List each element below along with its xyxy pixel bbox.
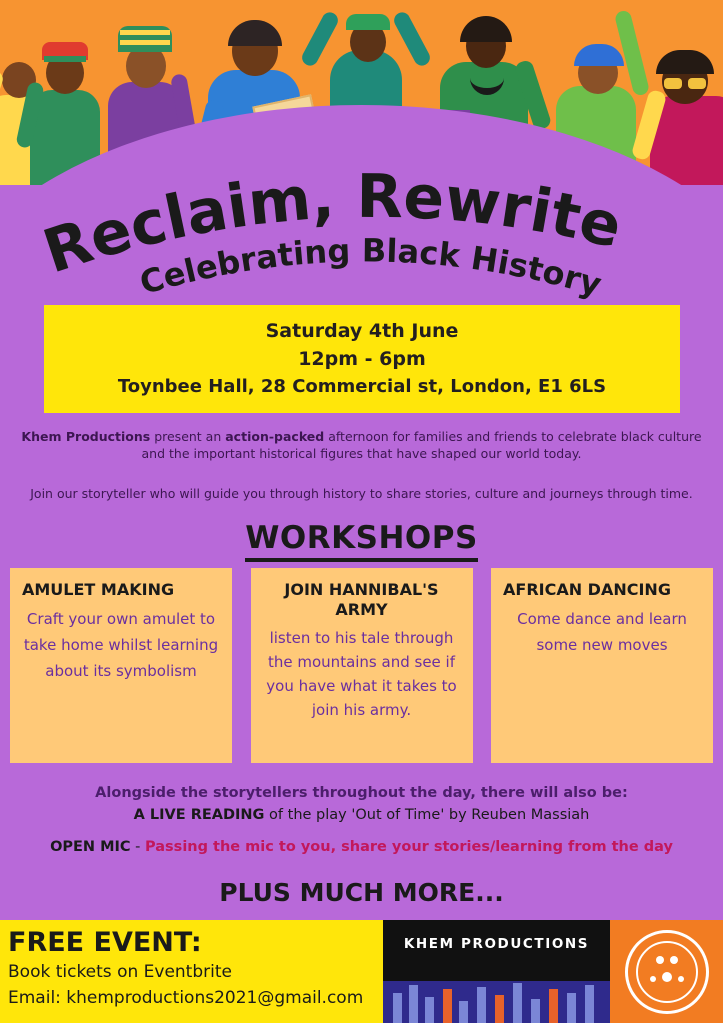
footer <box>0 920 723 1023</box>
workshop-cards <box>10 568 713 763</box>
workshops-heading-text: WORKSHOPS <box>245 520 478 562</box>
open-mic-desc: Passing the mic to you, share your stories/learning from the day <box>145 839 673 855</box>
alongside-line3 <box>10 836 713 858</box>
workshop-body: Craft your own amulet to take home whilst learning about its symbolism <box>23 610 219 680</box>
workshops-heading <box>0 520 723 556</box>
workshop-title: AFRICAN DANCING <box>503 580 671 599</box>
logo-area <box>610 920 723 1023</box>
book-tickets-text[interactable]: Book tickets on Eventbrite <box>8 962 232 982</box>
event-time: 12pm - 6pm <box>298 348 426 370</box>
storyteller-paragraph: Join our storyteller who will guide you through history to share stories, culture and journeys through time. <box>30 486 693 501</box>
alongside-block <box>10 782 713 858</box>
workshop-title: JOIN HANNIBAL'S ARMY <box>284 580 439 619</box>
intro-text-1: present an <box>150 429 226 444</box>
footer-info <box>0 920 383 1023</box>
brand-banner <box>383 920 610 1023</box>
live-reading-label: A LIVE READING <box>133 807 265 823</box>
workshop-body: listen to his tale through the mountains and see if you have what it takes to join his army. <box>266 629 457 719</box>
free-event-label: FREE EVENT: <box>8 927 202 958</box>
intro-paragraph <box>10 428 713 462</box>
open-mic-dash: - <box>130 839 146 855</box>
email-text[interactable]: Email: khemproductions2021@gmail.com <box>8 988 364 1008</box>
alongside-line1: Alongside the storytellers throughout the day, there will also be: <box>95 785 628 801</box>
intro-text-2: afternoon for families and friends to celebrate black culture and the important historical figures that have shaped our world today. <box>141 429 702 461</box>
poster-title <box>0 150 723 304</box>
org-name: Khem Productions <box>21 429 151 444</box>
workshop-title: AMULET MAKING <box>22 580 175 599</box>
brand-name: KHEM PRODUCTIONS <box>403 936 590 952</box>
workshop-body: Come dance and learn some new moves <box>517 610 687 654</box>
workshop-card <box>251 568 473 763</box>
plus-much-more: PLUS MUCH MORE... <box>219 878 504 907</box>
event-venue: Toynbee Hall, 28 Commercial st, London, E1 6LS <box>117 376 607 397</box>
event-date: Saturday 4th June <box>265 320 459 342</box>
open-mic-label: OPEN MIC <box>50 839 131 855</box>
title-sub: Celebrating Black History <box>135 231 606 304</box>
intro-highlight: action-packed <box>225 429 325 444</box>
workshop-card <box>491 568 713 763</box>
live-reading-rest: of the play 'Out of Time' by Reuben Massiah <box>264 807 590 823</box>
workshop-card <box>10 568 232 763</box>
title-main: Reclaim, Rewrite <box>35 161 629 288</box>
event-details-box <box>44 305 680 413</box>
alongside-line2 <box>10 804 713 826</box>
